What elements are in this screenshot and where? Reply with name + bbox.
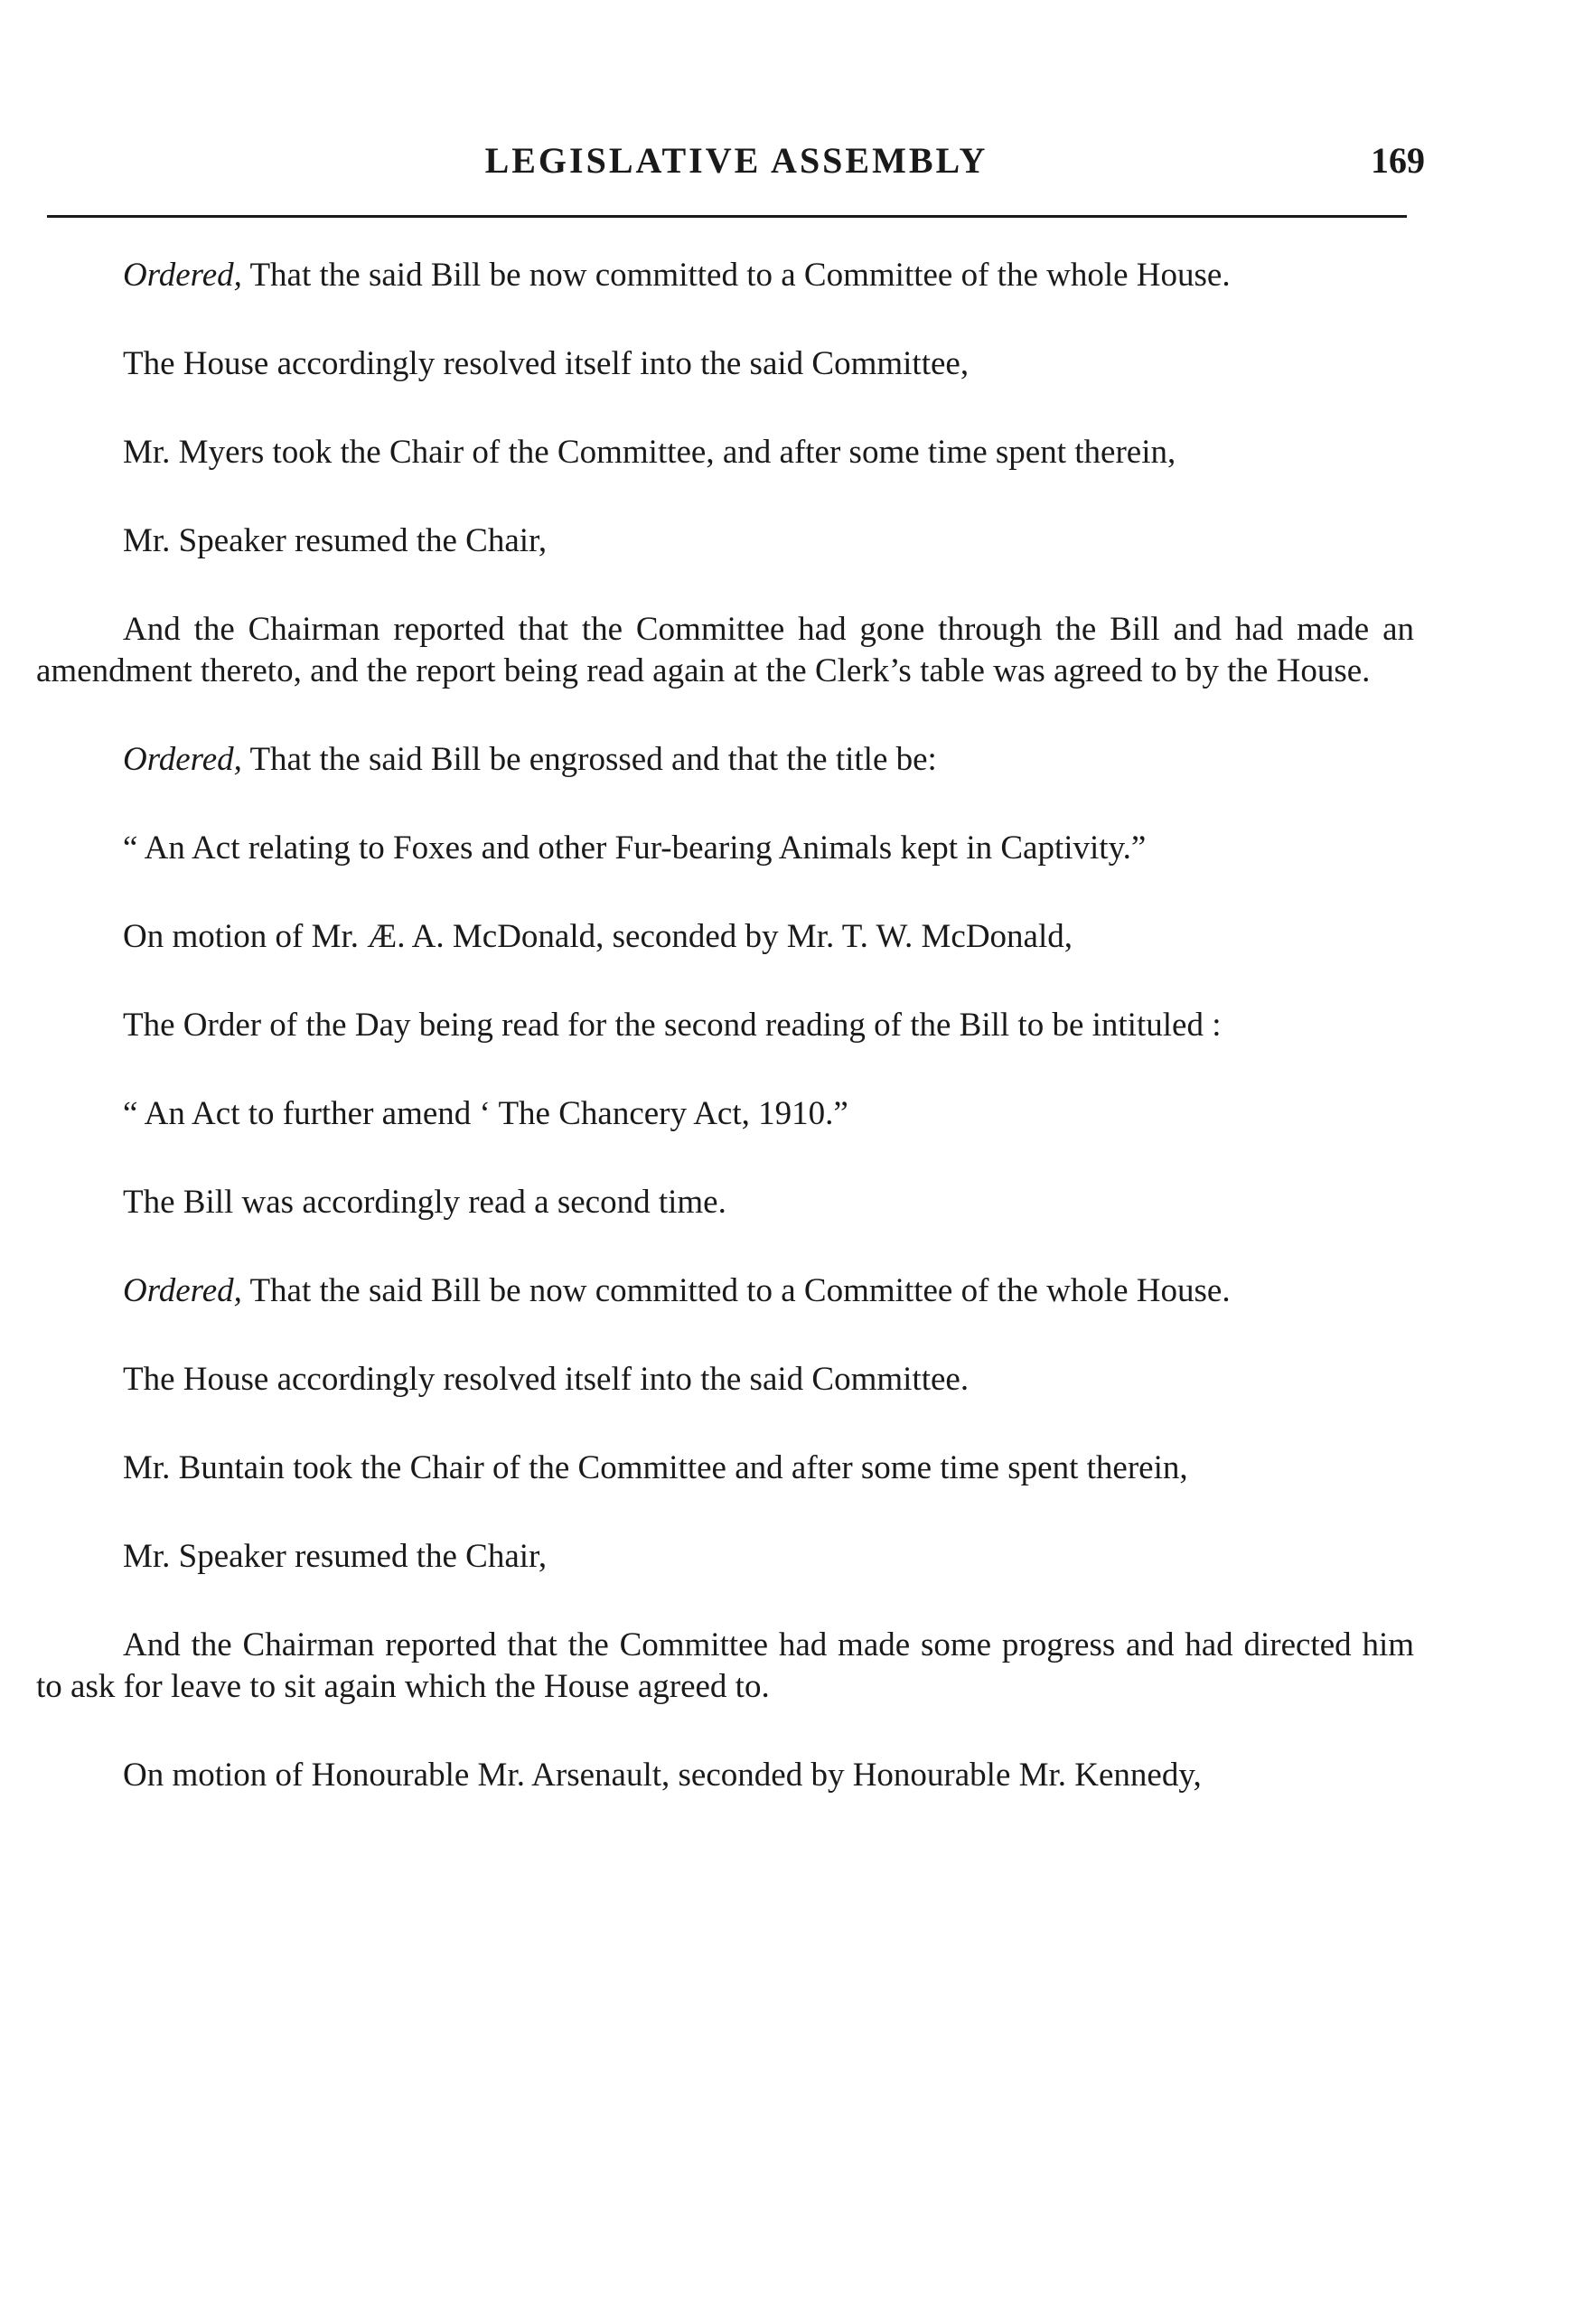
- paragraph-lead: Ordered,: [123, 1272, 242, 1309]
- paragraph-text: The Order of the Day being read for the second reading of the Bill to be intituled :: [123, 1007, 1222, 1044]
- paragraph-lead: Ordered,: [123, 741, 242, 778]
- paragraph: [36, 1270, 1414, 1312]
- paragraph-lead: Ordered,: [123, 257, 242, 294]
- paragraph: [36, 609, 1414, 692]
- paragraph: [36, 1448, 1414, 1489]
- page-number: 169: [1371, 140, 1425, 181]
- paragraph: [36, 1005, 1414, 1046]
- paragraph-text: The Bill was accordingly read a second time.: [123, 1184, 726, 1221]
- paragraph-text: The House accordingly resolved itself into the said Committee.: [123, 1361, 970, 1398]
- paragraph-text: And the Chairman reported that the Committee had made some progress and had directed him to ask for leave to sit again which the House agreed to.: [36, 1626, 1414, 1705]
- paragraph: [36, 1536, 1414, 1578]
- paragraph: [36, 520, 1414, 562]
- paragraph-text: That the said Bill be now committed to a Committee of the whole House.: [241, 257, 1231, 294]
- paragraph-text: On motion of Mr. Æ. A. McDonald, seconded by Mr. T. W. McDonald,: [123, 918, 1073, 955]
- paragraph-text: On motion of Honourable Mr. Arsenault, seconded by Honourable Mr. Kennedy,: [123, 1757, 1202, 1794]
- paragraph-text: Mr. Speaker resumed the Chair,: [123, 1538, 548, 1575]
- paragraph: [36, 343, 1414, 385]
- paragraph-text: That the said Bill be engrossed and that the title be:: [241, 741, 937, 778]
- paragraph: [36, 1755, 1414, 1796]
- body-text: [36, 255, 1414, 1843]
- paragraph: [36, 1182, 1414, 1223]
- paragraph: [36, 916, 1414, 958]
- paragraph-text: That the said Bill be now committed to a Committee of the whole House.: [241, 1272, 1231, 1309]
- paragraph-text: Mr. Speaker resumed the Chair,: [123, 522, 548, 559]
- paragraph: [36, 739, 1414, 781]
- paragraph-text: And the Chairman reported that the Committee had gone through the Bill and had made an amendment thereto, and the report being read again at the Clerk’s table was agreed to by the House.: [36, 611, 1414, 689]
- paragraph-text: Mr. Buntain took the Chair of the Committee and after some time spent therein,: [123, 1449, 1188, 1486]
- running-head: [0, 136, 1574, 190]
- paragraph: [36, 1359, 1414, 1401]
- paragraph: [36, 1093, 1414, 1135]
- page-title: LEGISLATIVE ASSEMBLY: [484, 140, 988, 181]
- paragraph: [36, 828, 1414, 869]
- paragraph: [36, 1625, 1414, 1708]
- header-rule: [47, 215, 1407, 218]
- paragraph-text: The House accordingly resolved itself into the said Committee,: [123, 345, 970, 382]
- paragraph-text: “ An Act relating to Foxes and other Fur-bearing Animals kept in Captivity.”: [123, 829, 1147, 867]
- paragraph: [36, 432, 1414, 473]
- paragraph-text: “ An Act to further amend ‘ The Chancery Act, 1910.”: [123, 1095, 848, 1132]
- paragraph-text: Mr. Myers took the Chair of the Committee, and after some time spent therein,: [123, 434, 1176, 471]
- paragraph: [36, 255, 1414, 296]
